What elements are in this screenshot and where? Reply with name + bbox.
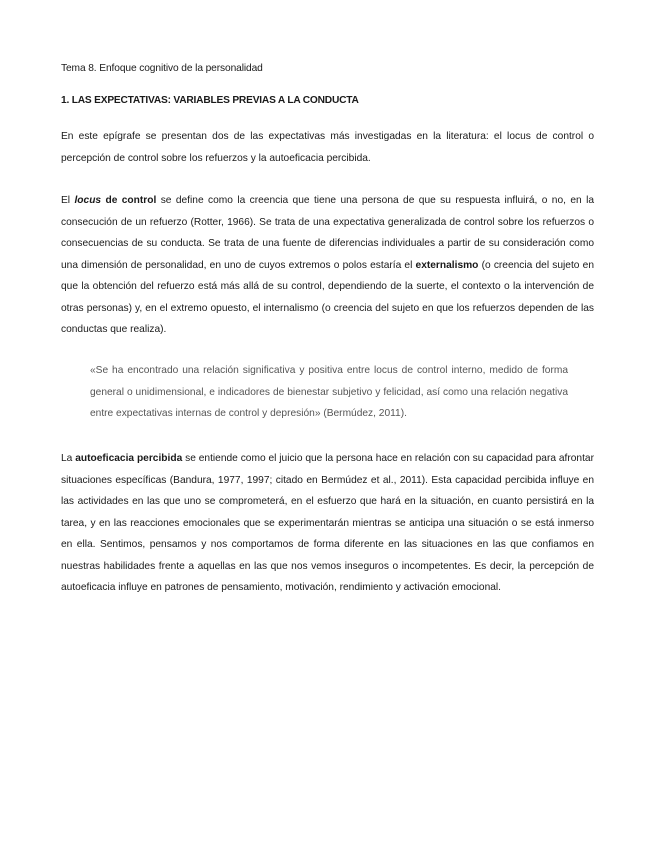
p2-post: (o creencia del sujeto en que la obtención del refuerzo está más allá de su control, dependiendo de la suerte, el contexto o la intervención de otras personas) y, en el extremo opuesto, el internalismo (o creencia del sujeto en que los refuerzos dependen de las conductas que realiza). [61,259,594,335]
page-header: Tema 8. Enfoque cognitivo de la personalidad [61,63,263,74]
block-quote: «Se ha encontrado una relación significativa y positiva entre locus de control interno, medido de forma general o unidimensional, e indicadores de bienestar subjetivo y felicidad, así como una relación negativa entre expectativas internas de control y depresión» (Bermúdez, 2011). [90,365,568,419]
autoeficacia-paragraph [61,448,594,599]
p3-pre: La [61,453,76,464]
p3-post: se entiende como el juicio que la persona hace en relación con su capacidad para afrontar situaciones específicas (Bandura, 1977, 1997; citado en Bermúdez et al., 2011). Esta capacidad percibida influye en las actividades en las que uno se comprometerá, en el esfuerzo que hará en la situación, en cuanto persistirá en la tarea, y en las reacciones emocionales que se experimentarán mientras se anticipa una situación o se está inmerso en ella. Sentimos, pensamos y nos comportamos de forma diferente en las situaciones en las que confiamos en nuestras habilidades frente a aquellas en las que nos vemos inseguros o incompetentes. Es decir, la percepción de autoeficacia influye en patrones de pensamiento, motivación, rendimiento y activación emocional. [61,453,594,593]
externalismo-term: externalismo [415,259,479,271]
autoeficacia-term: autoeficacia percibida [75,453,183,464]
locus-term-bold: de control [101,195,157,206]
locus-paragraph [61,190,594,341]
p2-mid: se define como la creencia que tiene una persona de que su respuesta influirá, o no, en la consecución de un refuerzo (Rotter, 1966). Se trata de una expectativa generalizada de control sobre los refuerzos o consecuencias de su conducta. Se trata de una fuente de diferencias individuales a partir de su consideración como una dimensión de personalidad, en uno de cuyos extremos o polos estaría el [61,195,594,271]
section-heading: 1. LAS EXPECTATIVAS: VARIABLES PREVIAS A LA CONDUCTA [61,95,359,106]
intro-paragraph: En este epígrafe se presentan dos de las expectativas más investigadas en la literatura: el locus de control o percepción de control sobre los refuerzos y la autoeficacia percibida. [61,131,594,164]
p2-pre: El [61,195,75,206]
locus-term-italic: locus [74,195,102,206]
